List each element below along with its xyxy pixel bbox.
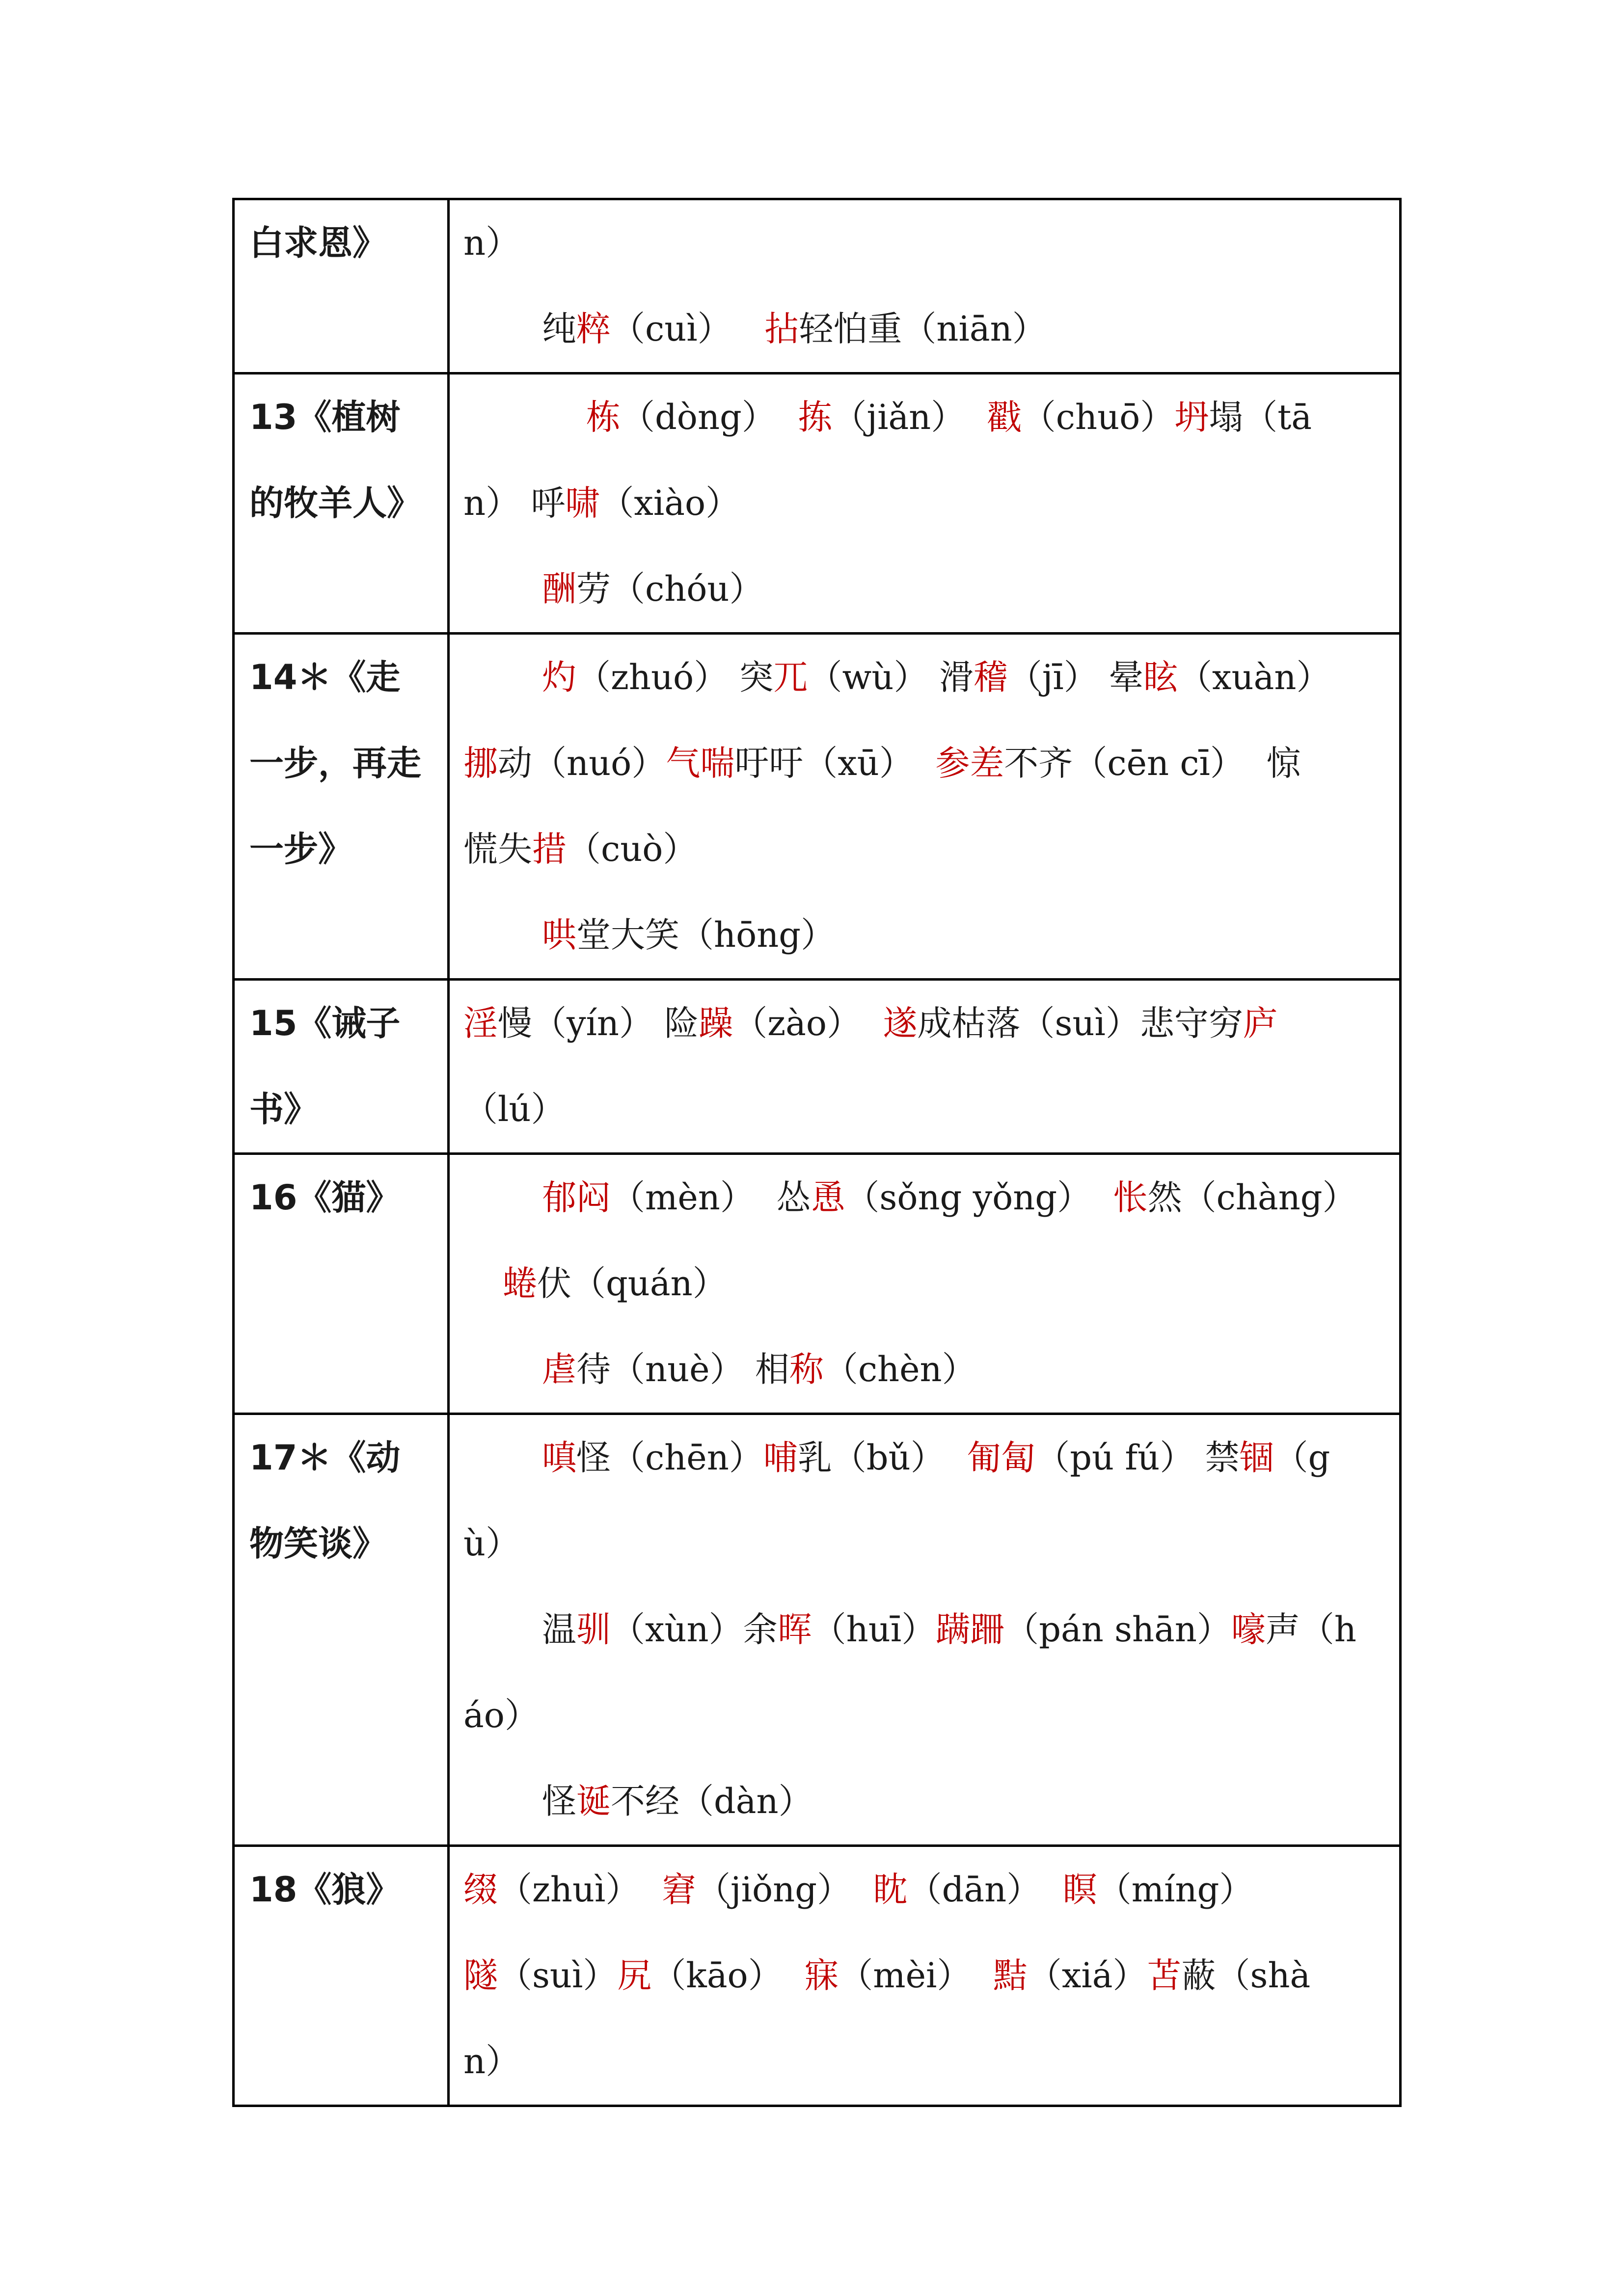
text-segment: （jiǒng） xyxy=(696,1869,873,1910)
highlighted-character: 参差 xyxy=(935,743,1004,783)
text-segment: （xiào） xyxy=(599,483,740,523)
text-segment: 慌失 xyxy=(463,829,532,869)
vocabulary-cell xyxy=(449,634,1401,980)
text-segment: 塌（tā xyxy=(1209,397,1312,437)
text-segment: 蔽（shà xyxy=(1181,1955,1311,1996)
vocabulary-line xyxy=(463,374,1387,460)
highlighted-character: 气喘 xyxy=(666,743,735,783)
highlighted-character: 酬 xyxy=(542,569,576,609)
vocabulary-line xyxy=(463,460,1387,546)
text-segment: n） 呼 xyxy=(463,483,566,523)
lesson-title-cell: 16《猫》 xyxy=(234,1154,449,1414)
highlighted-character: 戳 xyxy=(987,397,1022,437)
highlighted-character: 寐 xyxy=(804,1955,839,1996)
text-segment: 堂大笑（hōng） xyxy=(576,915,836,955)
vocabulary-line xyxy=(463,1155,1387,1241)
table-row xyxy=(234,980,1401,1154)
highlighted-character: 哄 xyxy=(542,915,576,955)
highlighted-character: 灼 xyxy=(542,657,576,697)
highlighted-character: 蜷 xyxy=(503,1263,537,1304)
vocabulary-cell xyxy=(449,199,1401,374)
highlighted-character: 称 xyxy=(789,1349,824,1389)
text-segment: 乳（bǔ） xyxy=(797,1438,967,1478)
text-segment: （lú） xyxy=(463,1089,566,1129)
text-segment: （xùn）余 xyxy=(611,1609,778,1650)
text-segment: （kāo） xyxy=(651,1955,805,1996)
highlighted-character: 匍匐 xyxy=(967,1438,1036,1478)
highlighted-character: 蹒跚 xyxy=(936,1609,1005,1650)
highlighted-character: 苫 xyxy=(1147,1955,1182,1996)
text-segment: （zhuì） xyxy=(498,1869,662,1910)
text-segment: （pú fú） 禁 xyxy=(1035,1438,1240,1478)
highlighted-character: 怅 xyxy=(1113,1177,1148,1218)
vocabulary-line xyxy=(463,2019,1387,2105)
table-row xyxy=(234,634,1401,980)
highlighted-character: 驯 xyxy=(576,1609,611,1650)
table-body xyxy=(234,199,1401,2106)
lesson-title-cell: 17＊《动 物笑谈》 xyxy=(234,1414,449,1846)
highlighted-character: 哺 xyxy=(763,1438,798,1478)
highlighted-character: 粹 xyxy=(576,309,611,349)
highlighted-character: 庐 xyxy=(1243,1003,1277,1043)
vocabulary-cell xyxy=(449,1414,1401,1846)
vocabulary-cell xyxy=(449,1846,1401,2106)
text-segment: （xuàn） xyxy=(1178,657,1331,697)
highlighted-character: 恿 xyxy=(811,1177,845,1218)
text-segment: （cuò） xyxy=(567,829,698,869)
text-segment: （cuì） xyxy=(611,309,765,349)
vocabulary-line xyxy=(463,981,1387,1067)
highlighted-character: 稽 xyxy=(973,657,1008,697)
vocabulary-line xyxy=(463,1587,1387,1673)
lesson-title-cell: 白求恩》 xyxy=(234,199,449,374)
text-segment: （chèn） xyxy=(823,1349,976,1389)
highlighted-character: 晖 xyxy=(777,1609,812,1650)
text-segment: （mèi） xyxy=(839,1955,993,1996)
text-segment: 怪（chēn） xyxy=(576,1438,763,1478)
text-segment: 纯 xyxy=(542,309,576,349)
vocabulary-table xyxy=(232,198,1402,2107)
highlighted-character: 坍 xyxy=(1174,397,1209,437)
highlighted-character: 遂 xyxy=(883,1003,918,1043)
text-segment: （dān） xyxy=(907,1869,1063,1910)
lesson-title-cell: 15《诫子 书》 xyxy=(234,980,449,1154)
text-segment: n） xyxy=(463,2041,520,2082)
vocabulary-line xyxy=(463,892,1387,978)
vocabulary-line xyxy=(463,546,1387,632)
text-segment: 不齐（cēn cī） 惊 xyxy=(1004,743,1301,783)
highlighted-character: 淫 xyxy=(463,1003,498,1043)
highlighted-character: 嗔 xyxy=(542,1438,576,1478)
vocabulary-line xyxy=(463,1759,1387,1844)
text-segment: （suì） xyxy=(498,1955,618,1996)
highlighted-character: 尻 xyxy=(617,1955,652,1996)
text-segment: （chuō） xyxy=(1021,397,1175,437)
highlighted-character: 黠 xyxy=(993,1955,1028,1996)
highlighted-character: 窘 xyxy=(661,1869,696,1910)
text-segment: 劳（chóu） xyxy=(576,569,764,609)
table-row xyxy=(234,1846,1401,2106)
highlighted-character: 栋 xyxy=(586,397,621,437)
vocabulary-line xyxy=(463,1067,1387,1152)
text-segment: 怪 xyxy=(542,1781,576,1821)
text-segment: 动（nuó） xyxy=(498,743,666,783)
highlighted-character: 眈 xyxy=(873,1869,908,1910)
vocabulary-cell xyxy=(449,1154,1401,1414)
text-segment: （sǒng yǒng） xyxy=(845,1177,1113,1218)
vocabulary-cell xyxy=(449,980,1401,1154)
vocabulary-line xyxy=(463,806,1387,892)
highlighted-character: 躁 xyxy=(699,1003,733,1043)
vocabulary-cell xyxy=(449,374,1401,634)
highlighted-character: 拣 xyxy=(798,397,833,437)
vocabulary-line xyxy=(463,635,1387,721)
table-row xyxy=(234,374,1401,634)
highlighted-character: 隧 xyxy=(463,1955,498,1996)
text-segment: 不经（dàn） xyxy=(611,1781,813,1821)
highlighted-character: 虐 xyxy=(542,1349,576,1389)
text-segment: （jī） 晕 xyxy=(1007,657,1144,697)
text-segment: 声（h xyxy=(1265,1609,1357,1650)
table-row xyxy=(234,1154,1401,1414)
text-segment: 温 xyxy=(542,1609,576,1650)
vocabulary-line xyxy=(463,1847,1387,1933)
text-segment: （zào） xyxy=(733,1003,883,1043)
highlighted-character: 挪 xyxy=(463,743,498,783)
text-segment: 慢（yín） 险 xyxy=(498,1003,699,1043)
vocabulary-line xyxy=(463,1673,1387,1759)
table-row xyxy=(234,199,1401,374)
highlighted-character: 诞 xyxy=(576,1781,611,1821)
table-row xyxy=(234,1414,1401,1846)
highlighted-character: 郁闷 xyxy=(542,1177,611,1218)
highlighted-character: 啸 xyxy=(565,483,600,523)
text-segment: （jiǎn） xyxy=(832,397,987,437)
text-segment: （huī） xyxy=(812,1609,936,1650)
highlighted-character: 拈 xyxy=(764,309,799,349)
text-segment: 轻怕重（niān） xyxy=(799,309,1047,349)
text-segment: （zhuó） 突 xyxy=(576,657,774,697)
text-segment: （pán shān） xyxy=(1004,1609,1231,1650)
vocabulary-line xyxy=(463,1241,1387,1327)
lesson-title-cell: 18《狼》 xyxy=(234,1846,449,2106)
vocabulary-line xyxy=(463,721,1387,806)
text-segment: 然（chàng） xyxy=(1147,1177,1357,1218)
vocabulary-line xyxy=(463,1933,1387,2019)
text-segment: （míng） xyxy=(1097,1869,1254,1910)
text-segment: ù） xyxy=(463,1523,520,1564)
lesson-title-cell: 14＊《走 一步，再走 一步》 xyxy=(234,634,449,980)
highlighted-character: 瞑 xyxy=(1062,1869,1097,1910)
text-segment: 伏（quán） xyxy=(537,1263,727,1304)
vocabulary-line xyxy=(463,200,1387,286)
text-segment: （dòng） xyxy=(621,397,798,437)
text-segment: （mèn） 怂 xyxy=(611,1177,811,1218)
highlighted-character: 锢 xyxy=(1239,1438,1274,1478)
lesson-title-cell: 13《植树 的牧羊人》 xyxy=(234,374,449,634)
vocabulary-line xyxy=(463,1327,1387,1413)
highlighted-character: 嚎 xyxy=(1231,1609,1266,1650)
text-segment: （wù） 滑 xyxy=(808,657,974,697)
text-segment: （xiá） xyxy=(1027,1955,1147,1996)
text-segment: （g xyxy=(1273,1438,1330,1478)
text-segment: 吁吁（xū） xyxy=(734,743,936,783)
highlighted-character: 措 xyxy=(532,829,567,869)
text-segment: n） xyxy=(463,223,520,263)
vocabulary-line xyxy=(463,1501,1387,1587)
vocabulary-line xyxy=(463,1415,1387,1501)
highlighted-character: 缀 xyxy=(463,1869,498,1910)
text-segment: 成枯落（suì）悲守穷 xyxy=(917,1003,1243,1043)
text-segment: áo） xyxy=(463,1695,539,1735)
highlighted-character: 眩 xyxy=(1143,657,1178,697)
vocabulary-line xyxy=(463,286,1387,372)
text-segment: 待（nuè） 相 xyxy=(576,1349,789,1389)
highlighted-character: 兀 xyxy=(773,657,808,697)
